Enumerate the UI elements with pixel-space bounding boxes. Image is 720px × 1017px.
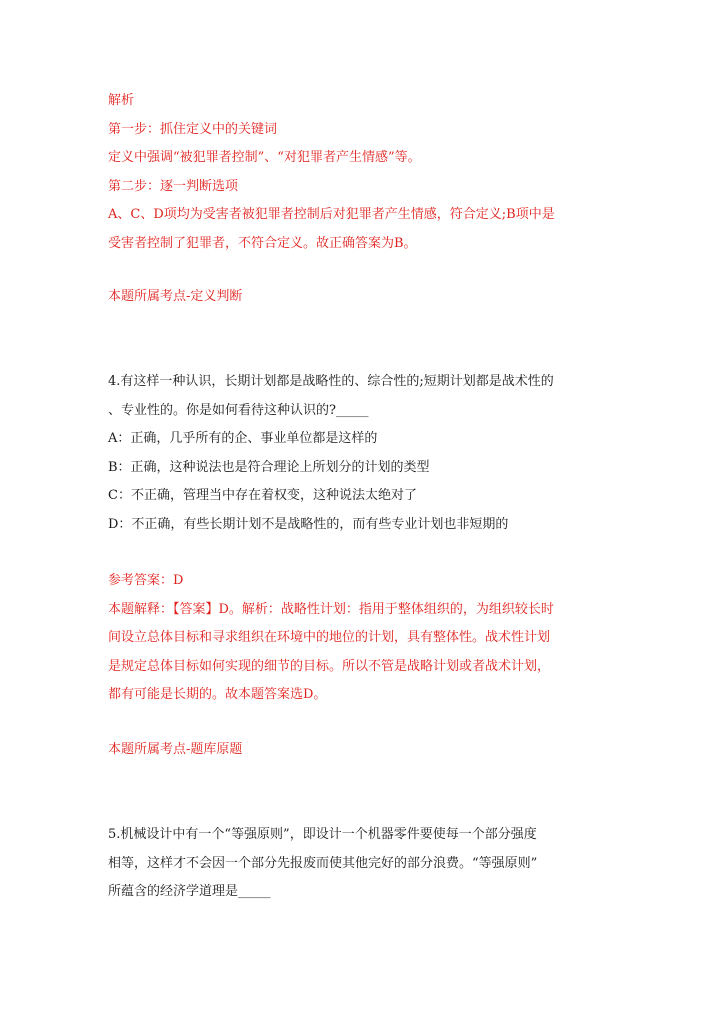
question5-stem-line3: 所蕴含的经济学道理是_____ [108, 884, 271, 899]
question4-stem-line2: 、专业性的。你是如何看待这种认识的?_____ [108, 403, 369, 418]
question4-option-d: D：不正确，有些长期计划不是战略性的，而有些专业计划也非短期的 [108, 517, 509, 532]
analysis-step1: 第一步：抓住定义中的关键词 [108, 122, 278, 137]
question4-option-b: B：正确，这种说法也是符合理论上所划分的计划的类型 [108, 460, 430, 475]
question5-stem-line2: 相等，这样才不会因一个部分先报废而使其他完好的部分浪费。“等强原则” [108, 856, 538, 871]
question4-explanation-line1: 本题解释：【答案】D。解析：战略性计划：指用于整体组织的，为组织较长时 [108, 602, 554, 617]
question5-stem-line1: 5.机械设计中有一个“等强原则”，即设计一个机器零件要使每一个部分强度 [108, 827, 537, 842]
question4-topic: 本题所属考点-题库原题 [108, 742, 243, 757]
analysis-step2-detail-line1: A、C、D项均为受害者被犯罪者控制后对犯罪者产生情感，符合定义;B项中是 [108, 207, 555, 222]
analysis-heading: 解析 [108, 93, 135, 108]
question4-explanation-line3: 是规定总体目标如何实现的细节的目标。所以不管是战略计划或者战术计划， [108, 659, 551, 674]
analysis-step2: 第二步：逐一判断选项 [108, 179, 239, 194]
question4-option-a: A：正确，几乎所有的企、事业单位都是这样的 [108, 431, 378, 446]
analysis-topic: 本题所属考点-定义判断 [108, 289, 243, 304]
question4-stem-line1: 4.有这样一种认识，长期计划都是战略性的、综合性的;短期计划都是战术性的 [108, 374, 554, 389]
question4-option-c: C：不正确，管理当中存在着权变，这种说法太绝对了 [108, 488, 417, 503]
analysis-step2-detail-line2: 受害者控制了犯罪者，不符合定义。故正确答案为B。 [108, 236, 417, 251]
analysis-step1-detail: 定义中强调“被犯罪者控制”、“对犯罪者产生情感”等。 [108, 150, 421, 165]
question4-explanation-line2: 间设立总体目标和寻求组织在环境中的地位的计划，具有整体性。战术性计划 [108, 630, 551, 645]
question4-explanation-line4: 都有可能是长期的。故本题答案选D。 [108, 687, 327, 702]
question4-answer: 参考答案：D [108, 573, 184, 588]
